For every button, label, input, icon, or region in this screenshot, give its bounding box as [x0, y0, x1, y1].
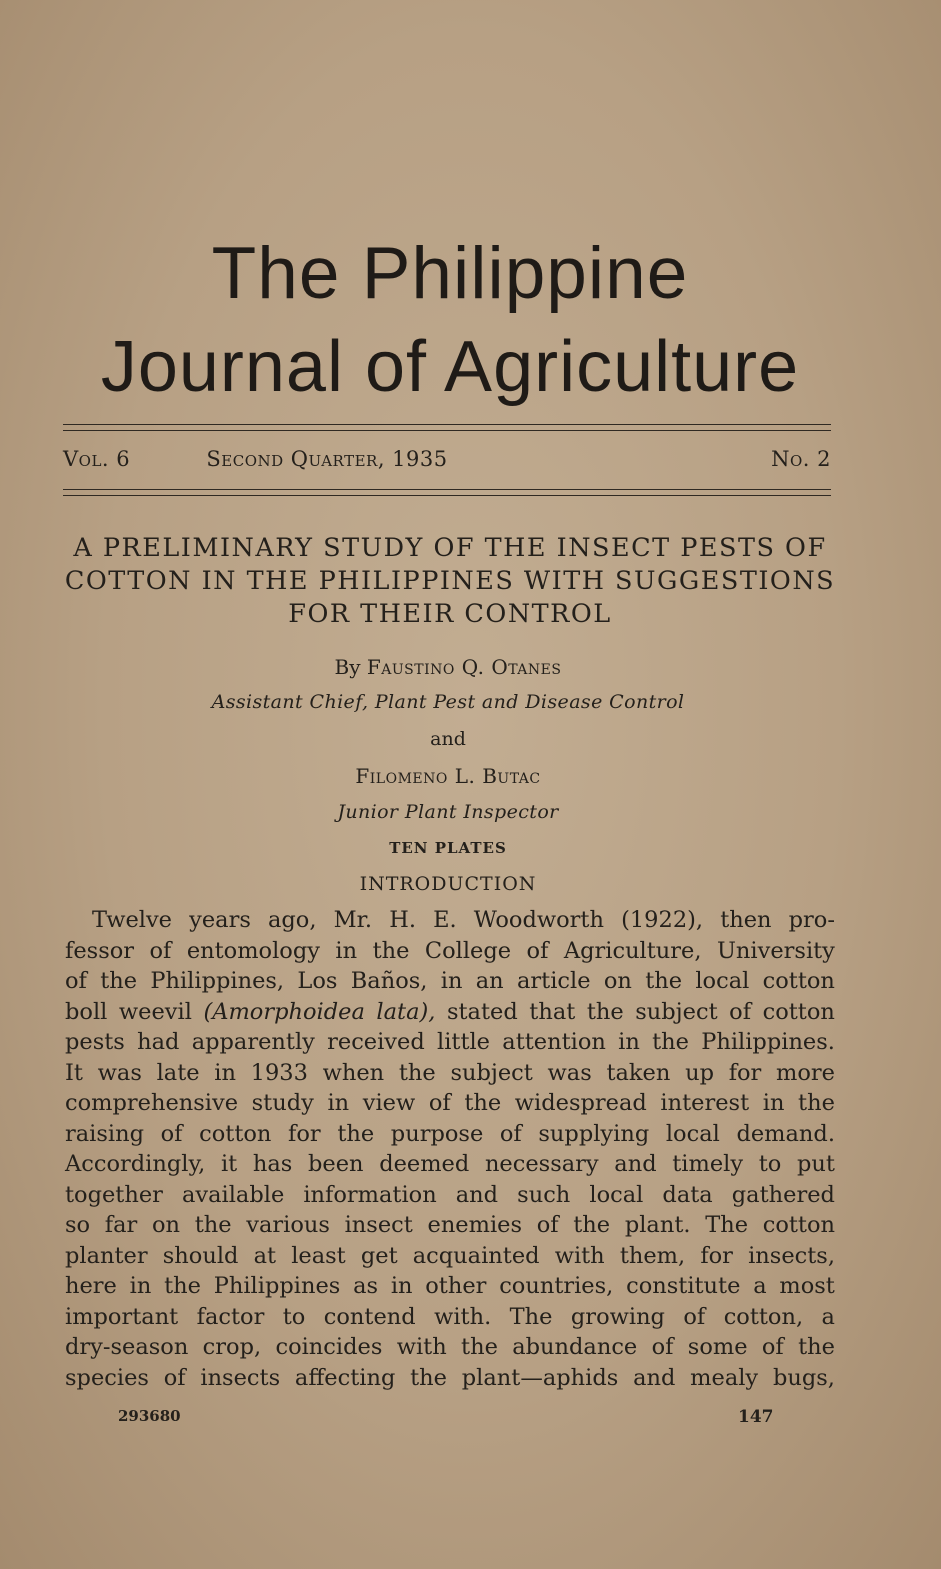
- author-conjunction: and: [430, 728, 466, 750]
- top-rule-inner: [63, 430, 831, 431]
- body-line: here in the Philippines as in other countries, constitute a most: [65, 1273, 835, 1299]
- bottom-rule: [63, 489, 831, 490]
- body-line: raising of cotton for the purpose of supplying local demand.: [65, 1120, 835, 1147]
- plates-note: TEN PLATES: [389, 839, 507, 857]
- body-line: planter should at least get acquainted with them, for insects,: [65, 1242, 835, 1269]
- body-line: species of insects affecting the plant—aphids and mealy bugs,: [65, 1364, 835, 1391]
- body-line: boll weevil (Amorphoidea lata), stated that the subject of cotton: [65, 998, 835, 1025]
- journal-title-line-1: The Philippine: [211, 233, 689, 314]
- author-1: Faustino Q. Otanes: [366, 655, 562, 679]
- body-line: comprehensive study in view of the widespread interest in the: [65, 1090, 835, 1116]
- author-2: Filomeno L. Butac: [355, 764, 541, 788]
- author-1-affiliation: Assistant Chief, Plant Pest and Disease Control: [211, 691, 685, 713]
- author-2-affiliation: Junior Plant Inspector: [337, 801, 559, 823]
- body-line: It was late in 1933 when the subject was taken up for more: [65, 1059, 835, 1086]
- body-line: Accordingly, it has been deemed necessary and timely to put: [65, 1151, 835, 1177]
- print-code: 293680: [118, 1407, 181, 1425]
- body-line: dry-season crop, coincides with the abundance of some of the: [65, 1334, 835, 1360]
- body-line: fessor of entomology in the College of Agriculture, University: [65, 937, 835, 964]
- body-line: so far on the various insect enemies of the plant. The cotton: [65, 1212, 835, 1238]
- body-paragraph: [65, 905, 835, 1393]
- article-title-line: FOR THEIR CONTROL: [288, 599, 612, 629]
- quarter-label: Second Quarter, 1935: [206, 447, 448, 471]
- issue-info-row: [63, 447, 831, 477]
- body-line: important factor to contend with. The growing of cotton, a: [65, 1303, 835, 1330]
- article-title-line: A PRELIMINARY STUDY OF THE INSECT PESTS OF: [73, 533, 827, 563]
- byline: [63, 655, 833, 679]
- section-heading: INTRODUCTION: [359, 873, 537, 895]
- article-title: [55, 532, 845, 631]
- journal-title-line-2: Journal of Agriculture: [100, 327, 800, 407]
- top-rule: [63, 424, 831, 425]
- volume-label: Vol. 6: [63, 447, 131, 471]
- body-line: of the Philippines, Los Baños, in an article on the local cotton: [65, 968, 835, 994]
- page-number: 147: [738, 1407, 774, 1427]
- body-line: Twelve years ago, Mr. H. E. Woodworth (1922), then pro-: [92, 907, 835, 933]
- article-title-line: COTTON IN THE PHILIPPINES WITH SUGGESTIONS: [64, 566, 836, 596]
- by-label: By: [334, 655, 361, 679]
- body-line: pests had apparently received little attention in the Philippines.: [65, 1029, 835, 1055]
- issue-number-label: No. 2: [771, 447, 831, 471]
- bottom-rule-inner: [63, 495, 831, 496]
- body-line: together available information and such local data gathered: [65, 1181, 835, 1208]
